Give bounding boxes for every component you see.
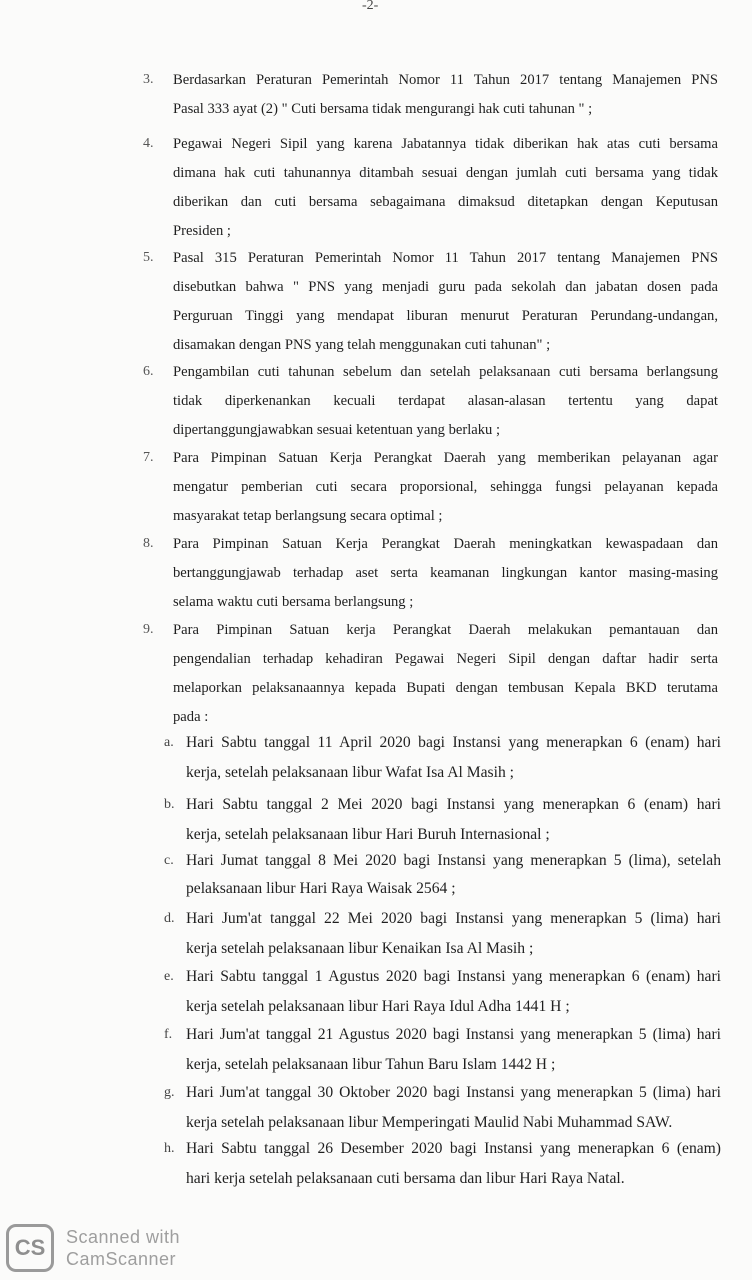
item-number: 7.: [143, 450, 154, 465]
item-text-line: mengatur pemberian cuti secara proporsional, sehingga fungsi pelayanan kepada: [173, 479, 718, 495]
sub-item-text-line: kerja setelah pelaksanaan libur Kenaikan Isa Al Masih ;: [186, 940, 534, 957]
sub-item-text-line: Hari Sabtu tanggal 1 Agustus 2020 bagi Instansi yang menerapkan 6 (enam) hari: [186, 968, 721, 985]
sub-item-letter: d.: [164, 911, 175, 926]
item-text-line: dipertanggungjawabkan sesuai ketentuan yang berlaku ;: [173, 422, 501, 438]
sub-item-text-line: Hari Jum'at tanggal 21 Agustus 2020 bagi Instansi yang menerapkan 5 (lima) hari: [186, 1026, 721, 1043]
sub-item-text-line: kerja, setelah pelaksanaan libur Wafat Isa Al Masih ;: [186, 764, 514, 781]
item-text-line: selama waktu cuti bersama berlangsung ;: [173, 594, 414, 610]
item-text-line: melaporkan pelaksanaannya kepada Bupati dengan tembusan Kepala BKD terutama: [173, 680, 718, 696]
camscanner-watermark: [6, 1222, 180, 1274]
sub-item-letter: f.: [164, 1027, 173, 1042]
item-number: 3.: [143, 72, 154, 87]
item-text-line: Pengambilan cuti tahunan sebelum dan setelah pelaksanaan cuti bersama berlangsung: [173, 364, 718, 380]
sub-item-text-line: Hari Sabtu tanggal 26 Desember 2020 bagi Instansi yang menerapkan 6 (enam): [186, 1140, 721, 1157]
item-text-line: Para Pimpinan Satuan Kerja Perangkat Daerah yang memberikan pelayanan agar: [173, 450, 718, 466]
sub-item-text-line: Hari Sabtu tanggal 11 April 2020 bagi Instansi yang menerapkan 6 (enam) hari: [186, 734, 721, 751]
item-text-line: masyarakat tetap berlangsung secara optimal ;: [173, 508, 443, 524]
sub-item-text-line: kerja setelah pelaksanaan libur Hari Raya Idul Adha 1441 H ;: [186, 998, 570, 1015]
sub-item-text-line: Hari Jum'at tanggal 22 Mei 2020 bagi Instansi yang menerapkan 5 (lima) hari: [186, 910, 721, 927]
sub-item-letter: c.: [164, 853, 174, 868]
item-number: 9.: [143, 622, 154, 637]
item-text-line: pada :: [173, 709, 209, 725]
sub-item-letter: a.: [164, 735, 174, 750]
item-text-line: disamakan dengan PNS yang telah menggunakan cuti tahunan" ;: [173, 337, 551, 353]
watermark-line-1: Scanned with: [66, 1227, 181, 1247]
sub-item-text-line: kerja setelah pelaksanaan libur Memperingati Maulid Nabi Muhammad SAW.: [186, 1114, 673, 1131]
sub-item-text-line: kerja, setelah pelaksanaan libur Hari Buruh Internasional ;: [186, 826, 550, 843]
item-number: 8.: [143, 536, 154, 551]
item-text-line: disebutkan bahwa " PNS yang menjadi guru pada sekolah dan jabatan dosen pada: [173, 279, 718, 295]
item-text-line: Para Pimpinan Satuan Kerja Perangkat Daerah meningkatkan kewaspadaan dan: [173, 536, 718, 552]
sub-item-letter: b.: [164, 797, 175, 812]
item-text-line: Pasal 333 ayat (2) " Cuti bersama tidak mengurangi hak cuti tahunan " ;: [173, 101, 593, 117]
item-text-line: tidak diperkenankan kecuali terdapat alasan-alasan tertentu yang dapat: [173, 393, 718, 409]
item-text-line: Berdasarkan Peraturan Pemerintah Nomor 11 Tahun 2017 tentang Manajemen PNS: [173, 72, 718, 88]
sub-item-letter: h.: [164, 1141, 175, 1156]
item-text-line: bertanggungjawab terhadap aset serta keamanan lingkungan kantor masing-masing: [173, 565, 718, 581]
sub-item-text-line: Hari Sabtu tanggal 2 Mei 2020 bagi Instansi yang menerapkan 6 (enam) hari: [186, 796, 721, 813]
sub-item-text-line: kerja, setelah pelaksanaan libur Tahun Baru Islam 1442 H ;: [186, 1056, 556, 1073]
item-text-line: Para Pimpinan Satuan kerja Perangkat Daerah melakukan pemantauan dan: [173, 622, 718, 638]
page-number: -2-: [362, 0, 379, 13]
item-number: 5.: [143, 250, 154, 265]
item-text-line: dimana hak cuti tahunannya ditambah sesuai dengan jumlah cuti bersama yang tidak: [173, 165, 718, 181]
item-text-line: diberikan dan cuti bersama sebagaimana dimaksud ditetapkan dengan Keputusan: [173, 194, 718, 210]
sub-item-text-line: pelaksanaan libur Hari Raya Waisak 2564 ;: [186, 880, 456, 897]
item-text-line: Pegawai Negeri Sipil yang karena Jabatannya tidak diberikan hak atas cuti bersama: [173, 136, 718, 152]
item-text-line: Perguruan Tinggi yang mendapat liburan menurut Peraturan Perundang-undangan,: [173, 308, 718, 324]
sub-item-text-line: Hari Jumat tanggal 8 Mei 2020 bagi Instansi yang menerapkan 5 (lima), setelah: [186, 852, 721, 869]
item-number: 4.: [143, 136, 154, 151]
sub-item-text-line: hari kerja setelah pelaksanaan cuti bersama dan libur Hari Raya Natal.: [186, 1170, 625, 1187]
item-number: 6.: [143, 364, 154, 379]
camscanner-logo-icon: CS: [6, 1224, 54, 1272]
watermark-line-2: CamScanner: [66, 1249, 177, 1269]
watermark-text: [66, 1226, 180, 1270]
item-text-line: pengendalian terhadap kehadiran Pegawai Negeri Sipil dengan daftar hadir serta: [173, 651, 718, 667]
item-text-line: Pasal 315 Peraturan Pemerintah Nomor 11 Tahun 2017 tentang Manajemen PNS: [173, 250, 718, 266]
item-text-line: Presiden ;: [173, 223, 231, 239]
sub-item-letter: e.: [164, 969, 174, 984]
sub-item-text-line: Hari Jum'at tanggal 30 Oktober 2020 bagi Instansi yang menerapkan 5 (lima) hari: [186, 1084, 721, 1101]
sub-item-letter: g.: [164, 1085, 175, 1100]
